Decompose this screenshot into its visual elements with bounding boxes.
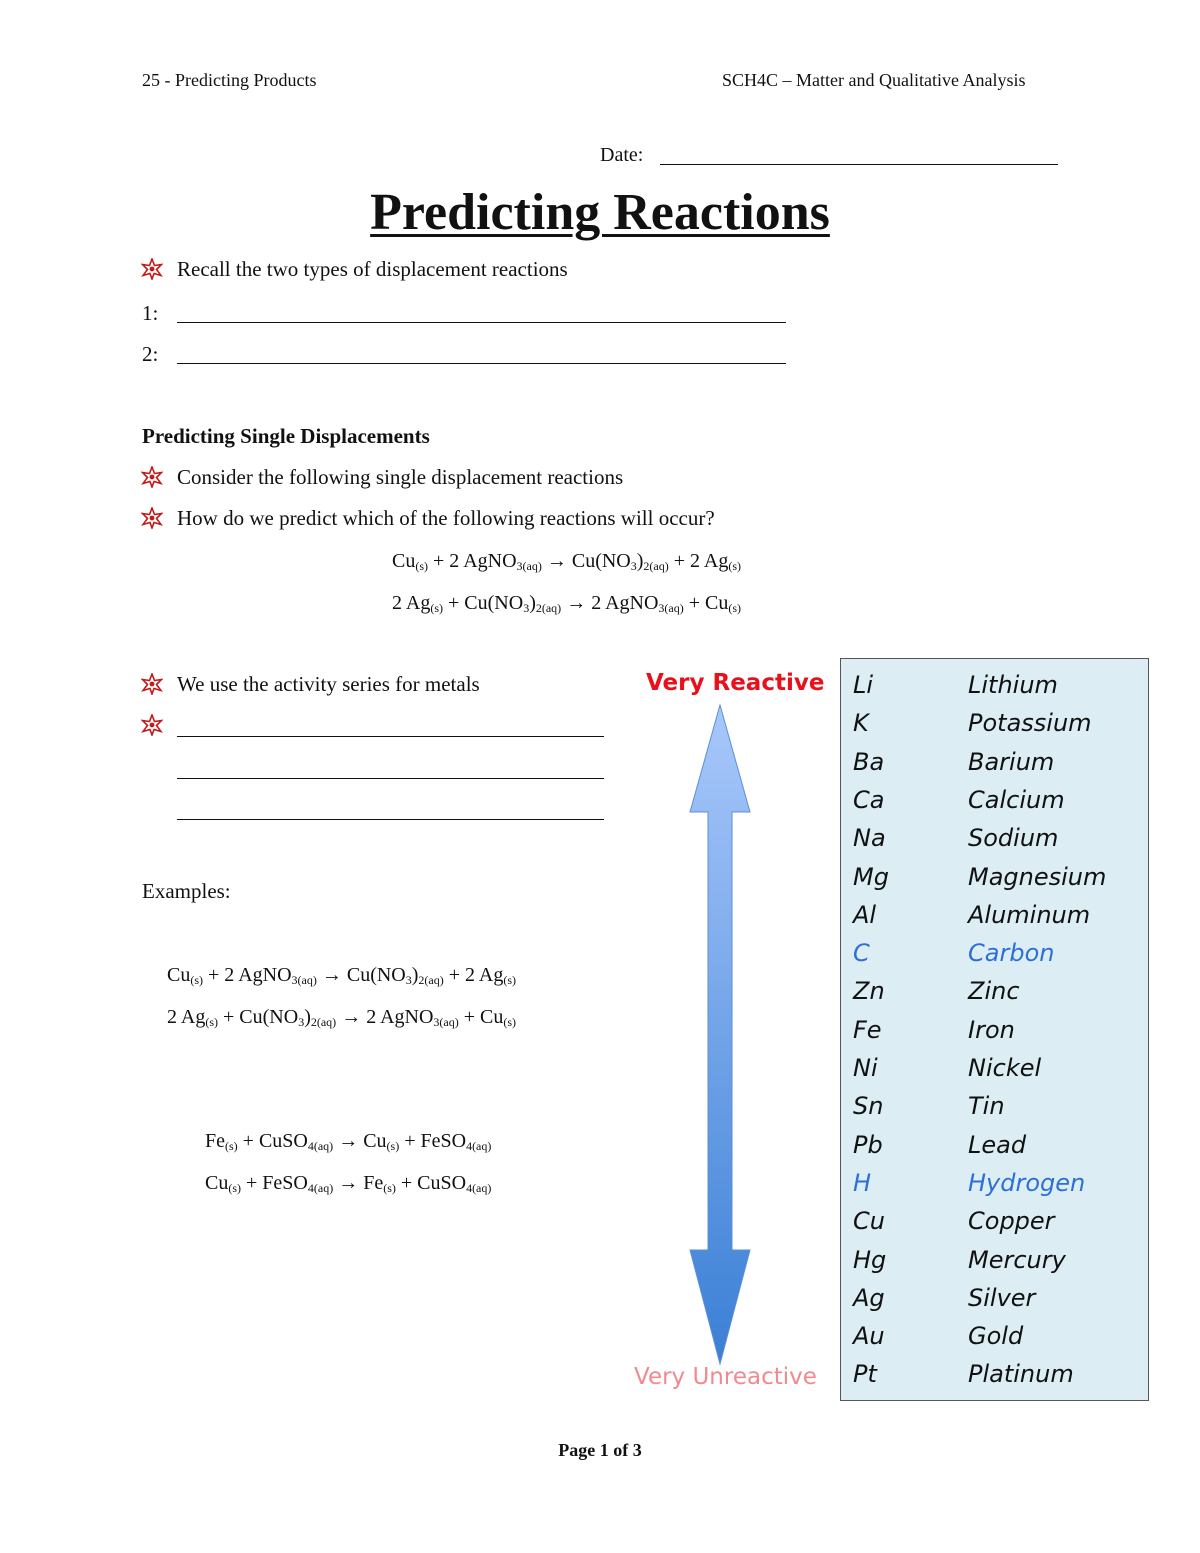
activity-series-row <box>841 1207 1148 1245</box>
element-symbol: Fe <box>853 1015 882 1044</box>
activity-series-row <box>841 1131 1148 1169</box>
example-equation: 2 $Ag_{(s)} + Cu(NO_3)_{2(aq)} \to 2$ AgNO$_{3(aq)}$ + $Cu_{(s)}$ <box>167 1006 517 1029</box>
activity-series-row <box>841 1169 1148 1207</box>
element-symbol: C <box>853 939 870 968</box>
element-symbol: K <box>853 709 869 738</box>
element-symbol: Zn <box>853 977 885 1006</box>
activity-series-row <box>841 786 1148 824</box>
activity-series-row <box>841 1054 1148 1092</box>
examples-label: Examples: <box>142 879 231 903</box>
page-number: Page 1 of 3 <box>558 1440 642 1460</box>
star-bullet-icon <box>141 673 163 695</box>
activity-series-row <box>841 671 1148 709</box>
element-name: Gold <box>968 1322 1024 1351</box>
element-symbol: Ba <box>853 747 885 776</box>
example-equation: $Fe_{(s)}$ + CuSO$_{4(aq)}$ → $Cu_{(s)}$ + FeSO$_{4(aq)}$ <box>205 1130 492 1153</box>
predict-bullet-text: How do we predict which of the following reactions will occur? <box>177 506 715 530</box>
activity-series-row <box>841 901 1148 939</box>
element-name: Tin <box>968 1092 1005 1121</box>
element-symbol: Pb <box>853 1130 883 1159</box>
element-symbol: Au <box>853 1322 885 1351</box>
header-left: 25 - Predicting Products <box>142 70 317 90</box>
element-symbol: Ni <box>853 1054 878 1082</box>
equation: 2 $Ag_{(s)} + Cu(NO_3)_{2(aq)} \to 2$ AgNO$_{3(aq)}$ + $Cu_{(s)}$ <box>392 592 742 615</box>
notes-line-1[interactable] <box>177 736 604 737</box>
element-name: Silver <box>968 1283 1036 1312</box>
element-symbol: Ag <box>853 1283 885 1312</box>
very-unreactive-label: Very Unreactive <box>634 1364 817 1390</box>
activity-series-row <box>841 1322 1148 1360</box>
element-name: Zinc <box>968 977 1020 1006</box>
star-bullet-icon <box>141 466 163 488</box>
element-symbol: Li <box>853 671 874 699</box>
element-name: Sodium <box>968 824 1059 853</box>
star-bullet-icon <box>141 507 163 529</box>
element-name: Mercury <box>968 1245 1066 1274</box>
element-symbol: Al <box>853 900 877 929</box>
activity-bullet-text: We use the activity series for metals <box>177 672 480 696</box>
element-name: Calcium <box>968 785 1065 814</box>
very-reactive-label: Very Reactive <box>646 670 825 696</box>
element-name: Magnesium <box>968 862 1107 891</box>
recall-answer-1[interactable] <box>177 322 786 323</box>
element-name: Nickel <box>968 1054 1042 1082</box>
consider-bullet-text: Consider the following single displacement reactions <box>177 465 624 489</box>
element-symbol: Hg <box>853 1245 887 1274</box>
element-symbol: Sn <box>853 1092 884 1121</box>
page-title: Predicting Reactions <box>370 184 830 241</box>
element-name: Copper <box>968 1207 1055 1236</box>
activity-series-row <box>841 1246 1148 1284</box>
star-bullet-icon <box>141 714 163 736</box>
element-symbol: Ca <box>853 785 885 814</box>
element-name: Lithium <box>968 671 1058 699</box>
header-right: SCH4C – Matter and Qualitative Analysis <box>722 70 1026 90</box>
section-heading: Predicting Single Displacements <box>142 424 430 448</box>
element-symbol: Cu <box>853 1207 885 1236</box>
activity-series-row <box>841 824 1148 862</box>
element-name: Carbon <box>968 939 1055 968</box>
recall-bullet-text: Recall the two types of displacement reactions <box>177 257 568 281</box>
date-field[interactable] <box>660 164 1058 165</box>
notes-line-3[interactable] <box>177 819 604 820</box>
activity-series-row <box>841 863 1148 901</box>
example-equation: $Cu_{(s)}$ + FeSO$_{4(aq)}$ → $Fe_{(s)}$ + CuSO$_{4(aq)}$ <box>205 1172 492 1195</box>
activity-series-row <box>841 939 1148 977</box>
element-name: Iron <box>968 1015 1015 1044</box>
recall-item-2-label: 2: <box>142 342 159 366</box>
star-bullet-icon <box>141 258 163 280</box>
element-symbol: Pt <box>853 1360 877 1389</box>
date-label: Date: <box>600 144 644 166</box>
element-symbol: H <box>853 1168 872 1197</box>
element-name: Barium <box>968 747 1055 776</box>
reactivity-arrow-icon <box>688 704 752 1366</box>
element-symbol: Mg <box>853 862 889 891</box>
element-symbol: Na <box>853 824 886 853</box>
example-equation: $Cu_{(s)} + 2$ AgNO$_{3(aq)}$ → $Cu(NO_3)_{2(aq)} + 2$ $Ag_{(s)}$ <box>167 964 517 987</box>
activity-series-table <box>840 658 1149 1401</box>
activity-series-row <box>841 1360 1148 1398</box>
equation: $Cu_{(s)} + 2$ AgNO$_{3(aq)}$ → $Cu(NO_3)_{2(aq)} + 2$ $Ag_{(s)}$ <box>392 550 742 573</box>
activity-series-row <box>841 1092 1148 1130</box>
activity-series-row <box>841 1016 1148 1054</box>
element-name: Aluminum <box>968 900 1091 929</box>
element-name: Hydrogen <box>968 1168 1086 1197</box>
recall-item-1-label: 1: <box>142 301 159 325</box>
activity-series-row <box>841 1284 1148 1322</box>
element-name: Lead <box>968 1130 1027 1159</box>
recall-answer-2[interactable] <box>177 363 786 364</box>
activity-series-row <box>841 748 1148 786</box>
activity-series-row <box>841 977 1148 1015</box>
element-name: Potassium <box>968 709 1092 738</box>
notes-line-2[interactable] <box>177 778 604 779</box>
element-name: Platinum <box>968 1360 1074 1389</box>
activity-series-row <box>841 709 1148 747</box>
